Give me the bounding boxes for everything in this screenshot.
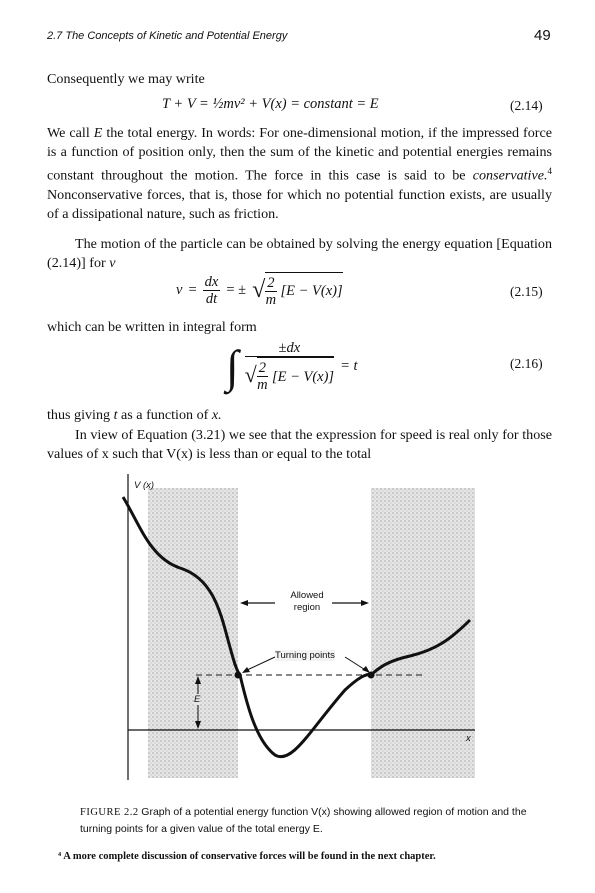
eq215-m: m [265, 292, 277, 308]
equation-2-14-number: (2.14) [510, 98, 543, 113]
paragraph-energy-E: E [93, 125, 103, 141]
paragraph-energy-part1: We call [47, 125, 90, 141]
eq215-dt: dt [205, 290, 218, 307]
paragraph-motion-text: The motion of the particle can be obtained by solving the energy equation [Equation (2.14)] for [47, 236, 552, 271]
turning-point-right [368, 672, 375, 679]
integral-intro: which can be written in integral form [47, 319, 257, 335]
eq215-v: v [176, 281, 183, 298]
thus-text: thus giving [47, 407, 111, 423]
forbidden-region-right [371, 488, 475, 778]
energy-label: E [194, 694, 201, 705]
paragraph-speed: In view of Equation (3.21) we see that the expression for speed is real only for those values of x such that V(x) is less than or equal to the total [47, 427, 552, 462]
running-head: 2.7 The Concepts of Kinetic and Potential Energy [47, 30, 288, 42]
thus-rest: as a function of [121, 407, 209, 423]
eq215-bracket: [E − V(x)] [280, 283, 343, 299]
equation-2-16-number: (2.16) [510, 356, 543, 371]
paragraph-energy-part2: the total energy. In words: For one-dimensional motion, if the impressed force is a function of position only, then the sum of the kinetic and potential energies remains constant throughout the motion. The force in this case is said to be [47, 125, 553, 184]
thus-t: t [113, 407, 118, 423]
turning-pointer-left-icon [242, 667, 250, 673]
sqrt-sign-icon: √ [244, 362, 257, 387]
turning-pointer-left [245, 657, 275, 671]
turning-pointer-right-icon [362, 666, 370, 673]
page-number: 49 [534, 27, 551, 44]
eq216-m: m [257, 377, 268, 393]
equation-2-15-number: (2.15) [510, 284, 543, 299]
conservative-term: conservative. [472, 167, 548, 184]
figure-caption-label: FIGURE 2.2 [80, 807, 139, 818]
forbidden-region-left [148, 488, 238, 778]
eq216-numerator: ±dx [245, 340, 334, 357]
eq216-two: 2 [258, 360, 266, 376]
intro-text: Consequently we may write [47, 71, 205, 87]
allowed-arrow-left-icon [240, 600, 248, 606]
thus-x: x. [211, 407, 222, 423]
eq215-equals: = [188, 281, 197, 298]
eq215-dx: dx [204, 273, 219, 290]
eq215-two: 2 [267, 275, 275, 291]
allowed-arrow-right-icon [361, 600, 369, 606]
figure-caption [80, 804, 550, 838]
paragraph-energy-part3: Nonconservative forces, that is, those for which no potential function exists, are usually of a dissipational nature, such as friction. [47, 186, 552, 222]
footnote-mark: 4 [547, 166, 552, 176]
x-axis-label: x [466, 733, 471, 744]
figure-caption-text: Graph of a potential energy function V(x) showing allowed region of motion and the turning points for a given value of the total energy E. [80, 806, 527, 835]
turning-points-label: Turning points [275, 650, 335, 661]
eq216-bracket: [E − V(x)] [271, 368, 335, 385]
integral-sign-icon: ∫ [226, 340, 239, 392]
eq215-plusminus: = ± [226, 281, 247, 298]
footnote: ⁴ A more complete discussion of conservative forces will be found in the next chapter. [58, 851, 436, 862]
sqrt-sign-icon: √ [252, 277, 266, 303]
equation-2-14-body: T + V = ½mv² + V(x) = constant = E [162, 96, 379, 112]
eq216-rhs: = t [340, 358, 358, 374]
allowed-region-label-2: region [293, 602, 321, 613]
paragraph-motion-v: v [109, 255, 116, 271]
y-axis-label: V (x) [134, 480, 155, 491]
allowed-region-label-1: Allowed [290, 590, 324, 601]
turning-point-left [235, 672, 242, 679]
